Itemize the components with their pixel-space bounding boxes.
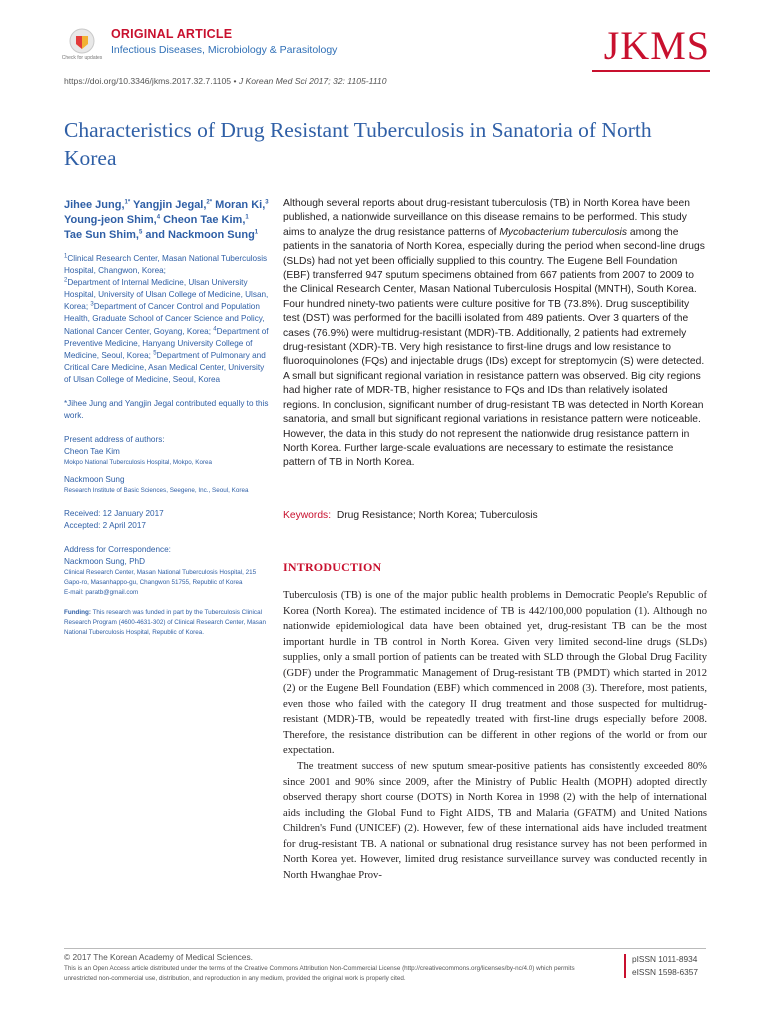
introduction-body [283,588,707,883]
aff-text: Department of Cancer Control and Population Health, Graduate School of Cancer Science and Policy, National Cancer Center, Goyang, Korea; [64,302,265,336]
logo-underline [592,70,710,72]
article-title: Characteristics of Drug Resistant Tuberculosis in Sanatoria of North Korea [64,118,652,170]
left-sidebar [64,198,270,638]
aff-text: Department of Pulmonary and Critical Care Medicine, Asan Medical Center, University of Ulsan College of Medicine, Seoul, Korea [64,350,266,384]
journal-logo: JKMS [603,23,710,68]
author-sung: and Nackmoon Sung [142,229,255,241]
issn-block [632,953,698,979]
badge-text: Check for updates [61,55,103,61]
author-shim-yj: Young-jeon Shim, [64,214,157,226]
paragraph-1: Tuberculosis (TB) is one of the major public health problems in Democratic People's Republic of Korea (North Korea). The estimated incidence of TB is 442/100,000 population (1). Although no nationwide epidemiological data have been obtained yet, drug-resistant TB can be the most important hurdle in TB control in North Korea. Given very limited second-line drugs (SLDs) supplies, only a small portion of patients can be treated with SLD through the Global Drug Facility (GDF) under the Programmatic Management of Drug-resistant TB (PMDT) which started in 2012 (2) or the Eugene Bell Foundation (EBF) which commenced in 2008 (3). Therefore, most patients, even those who failed with the category II drug treatment and those suspected for multidrug-resistant (MDR)-TB, would be repeatedly treated with first-line drugs especially before 2008. Therefore, the resistance distribution can be different in other regions of the world or from our expectation. [283,590,707,757]
author-list [64,198,270,243]
aff-num: 4 [213,325,217,332]
article-category: Infectious Diseases, Microbiology & Parasitology [111,44,338,56]
keywords-label: Keywords: [283,510,332,521]
author-jegal: Yangjin Jegal, [130,199,207,211]
aff-text: Department of Preventive Medicine, Hanyang University College of Medicine, Seoul, Korea; [64,326,269,360]
aff-num: 1 [64,253,68,260]
author-jung: Jihee Jung, [64,199,125,211]
article-type: ORIGINAL ARTICLE [111,27,233,41]
correspondence-address: Clinical Research Center, Masan National Tuberculosis Hospital, 215 Gapo-ro, Masanhappo-gu, Changwon 51755, Republic of Korea [64,569,257,587]
footer-copyright: © 2017 The Korean Academy of Medical Sciences. [64,952,253,962]
paragraph-2: The treatment success of new sputum smear-positive patients has consistently exceeded 80% since 2001 and 90% since 2009, after the Ministry of Public Health (MOPH) adopted directly observed therapy short course (DOTS) in North Korea in 1998 (2) with the help of international aids including the Global Fund to Fight AIDS, TB and Malaria (GFATM) and United Nations Children's Fund (UNICEF) (2). However, few of these international aids have included treatment for drug-resistant TB. A national or subnational drug resistance survey has not been performed in North Korea yet. However, limited drug resistance surveillance survey was conducted recently in North Hwanghae Prov- [283,761,707,881]
present-address-name-1: Cheon Tae Kim [64,447,120,457]
present-address-1: Mokpo National Tuberculosis Hospital, Mokpo, Korea [64,459,213,467]
author-sup: 2* [206,199,213,206]
author-sup: 5 [138,229,143,236]
pissn: pISSN 1011-8934 [632,954,698,964]
doi-separator: • [233,76,239,86]
present-address-label: Present address of authors: [64,435,165,445]
present-address-name-2: Nackmoon Sung [64,475,125,485]
received-date: Received: 12 January 2017 [64,509,164,519]
footer-license: This is an Open Access article distributed under the terms of the Creative Commons Attribution Non-Commercial License (http://creativecommons.org/licenses/by-nc/4.0) which permits unrestricted non-commercial use, distribution, and reproduction in any medium, provided the original work is properly cited. [64,965,575,982]
aff-text: Clinical Research Center, Masan National Tuberculosis Hospital, Changwon, Korea; [64,254,268,276]
author-kim: Cheon Tae Kim, [160,214,246,226]
author-ki: Moran Ki, [212,199,266,211]
affiliation-2 [64,277,270,386]
correspondence-email[interactable]: E-mail: paratb@gmail.com [64,589,139,597]
citation: J Korean Med Sci 2017; 32: 1105-1110 [238,76,387,86]
equal-contribution-note: *Jihee Jung and Yangjin Jegal contributed equally to this work. [64,399,269,421]
check-for-updates-icon [61,26,103,68]
abstract-part-1: Although several reports about drug-resistant tuberculosis (TB) in North Korea have been published, a nationwide surveillance on this disease remains to be performed. This study aims to analyze the drug resistance patterns of [283,198,690,238]
eissn: eISSN 1598-6357 [632,967,698,977]
keywords-text: Drug Resistance; North Korea; Tuberculosis [336,510,538,521]
keywords [283,510,707,521]
affiliation-1 [64,253,270,277]
aff-num: 5 [153,350,157,357]
abstract-part-2: among the patients in the sanatoria of North Korea, especially during the period when second-line drugs (SLDs) had not yet been officially supplied to this country. The Eugene Bell Foundation (EBF) transferred 947 sputum specimens obtained from 667 patients from 2007 to 2009 to the Clinical Research Center, Masan National Tuberculosis Hospital (MNTH), South Korea. Four hundred ninety-two patients were culture positive for TB (73.8%). Drug susceptibility test (DST) was performed for the bacilli isolated from 489 patients. Over 3 quarters of the cases (76.9%) were multidrug-resistant (MDR)-TB. Additionally, 2 patients had extremely drug-resistant (XDR)-TB. Very high resistance to first-line drugs and low resistance to fluoroquinolones (FQs) and injectable drugs (IDs) except for streptomycin (S) were detected. A small but significant regional variation in resistance pattern was observed. Big city regions had higher rate of MDR-TB, higher resistance to FQs and IDs than relatively isolated regions. In conclusion, significant number of drug-resistant TB was detected in North Korean sanatoria, and small but significant regional variations in resistance pattern were noticeable. However, the data in this study do not represent the nationwide drug resistance pattern in North Korea. Further large-scale evaluations are necessary to estimate the resistance pattern of TB in North Korea. [283,226,705,469]
correspondence-label: Address for Correspondence: [64,545,171,555]
footer-divider [64,948,706,949]
aff-num: 2 [64,277,68,284]
aff-text: Department of Internal Medicine, Ulsan University Hospital, University of Ulsan College of Medicine, Ulsan, Korea; [64,278,269,312]
author-shim-ts: Tae Sun Shim, [64,229,139,241]
author-sup: 3 [265,199,269,206]
author-sup: 1* [124,199,131,206]
doi-link[interactable]: https://doi.org/10.3346/jkms.2017.32.7.1105 [64,76,232,86]
author-sup: 4 [156,214,161,221]
doi-line [64,76,386,86]
introduction-heading: INTRODUCTION [283,560,382,574]
issn-accent-bar [624,954,626,978]
funding-label: Funding: [64,609,91,617]
funding-note [64,608,270,638]
author-sup: 1 [254,229,259,236]
abstract [283,197,707,471]
abstract-species: Mycobacterium tuberculosis [499,226,627,238]
accepted-date: Accepted: 2 April 2017 [64,521,146,531]
aff-num: 3 [90,301,94,308]
present-address-2: Research Institute of Basic Sciences, Seegene, Inc., Seoul, Korea [64,487,249,495]
author-sup: 1 [245,214,249,221]
correspondence-name: Nackmoon Sung, PhD [64,557,146,567]
funding-text: This research was funded in part by the Tuberculosis Clinical Research Program (4600-4631-302) of Clinical Research Center, Masan National Tuberculosis Hospital, Republic of Korea. [64,609,266,637]
check-for-updates-badge[interactable] [61,26,103,68]
